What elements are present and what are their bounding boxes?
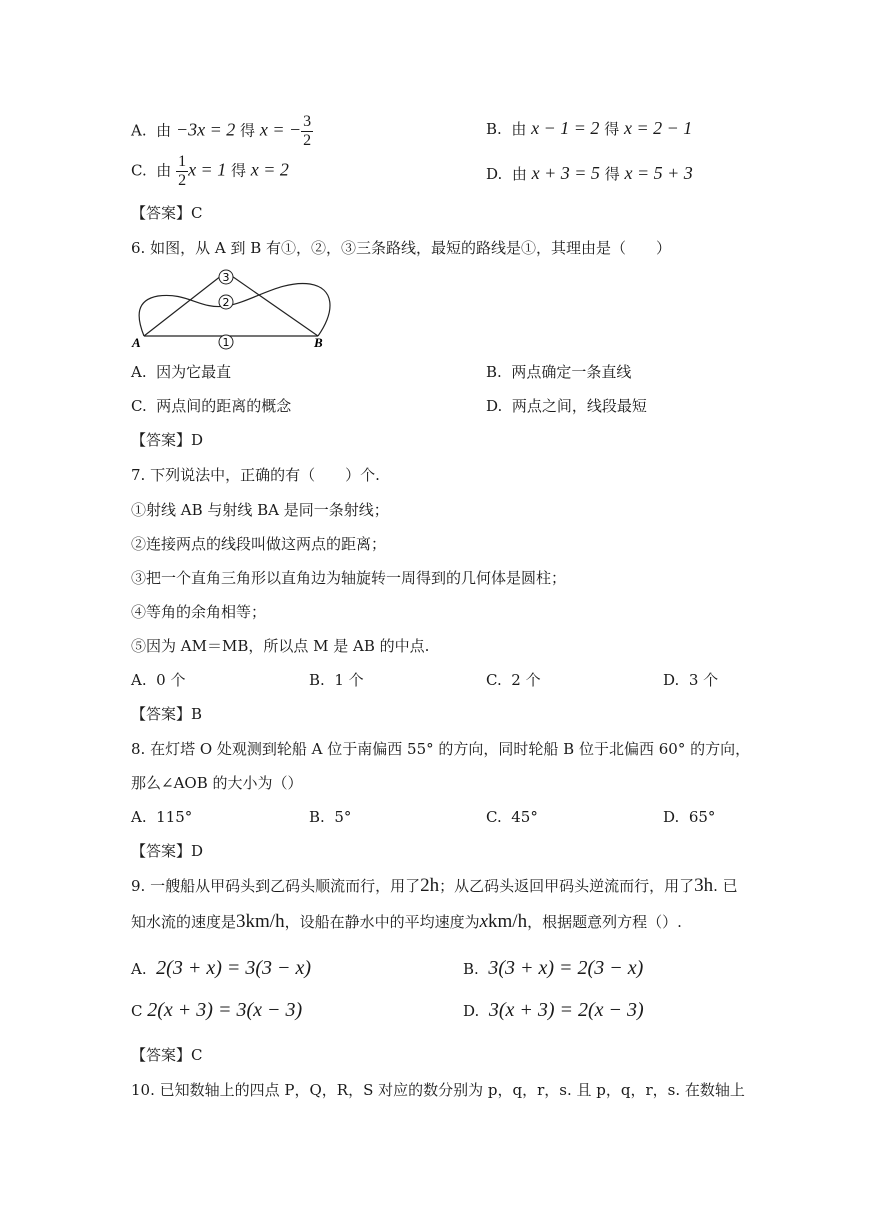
q10-stem: 10. 已知数轴上的四点 P，Q，R，S 对应的数分别为 p，q，r，s. 且 p，q，r，s. 在数轴上 — [131, 1081, 745, 1099]
q7-statement: ④等角的余角相等； — [131, 603, 267, 621]
q9-stem-line-1: 9. 一艘船从甲码头到乙码头顺流而行，用了2h；从乙码头返回甲码头逆流而行，用了3h. 已 — [131, 875, 738, 896]
q5-option-a: A. 由 −3x = 2 得 x = − $\frac{3}{2}$ — [131, 113, 312, 149]
q7-option-b: B. 1 个 — [309, 671, 364, 689]
q7-answer: 【答案】B — [131, 705, 203, 723]
q7-statement: ①射线 AB 与射线 BA 是同一条射线； — [131, 501, 389, 519]
q5-option-c: C. 由 $\frac{1}{2}$ x = 1 得 x = 2 — [131, 153, 289, 189]
q7-statement: ②连接两点的线段叫做这两点的距离； — [131, 535, 387, 553]
q7-option-a: A. 0 个 — [131, 671, 186, 689]
q5-option-b: B. 由 x − 1 = 2 得 x = 2 − 1 — [486, 118, 693, 138]
point-b-label: B — [314, 335, 323, 350]
fraction: $\frac{1}{2}$ — [178, 153, 187, 189]
q5-answer: 【答案】C — [131, 204, 203, 222]
q9-option-a: A. 2(3 + x) = 3(3 − x) — [131, 957, 312, 979]
q6-option-b: B. 两点确定一条直线 — [486, 363, 632, 381]
q6-stem: 6. 如图，从 A 到 B 有①，②，③三条路线，最短的路线是①，其理由是（ ） — [131, 239, 672, 257]
q8-option-a: A. 115° — [131, 808, 193, 826]
route-figure — [130, 266, 340, 356]
q7-option-c: C. 2 个 — [486, 671, 541, 689]
point-a-label: A — [132, 335, 141, 350]
q7-option-d: D. 3 个 — [663, 671, 719, 689]
q8-option-d: D. 65° — [663, 808, 716, 826]
q8-option-c: C. 45° — [486, 808, 538, 826]
q8-stem-line-2: 那么∠AOB 的大小为（） — [131, 774, 303, 792]
q9-option-b: B. 3(3 + x) = 2(3 − x) — [463, 957, 644, 979]
q9-option-c: C 2(x + 3) = 3(x − 3) — [131, 999, 303, 1021]
q7-stem: 7. 下列说法中，正确的有（ ）个. — [131, 466, 380, 484]
route-2-curve — [139, 284, 330, 336]
q6-option-d: D. 两点之间，线段最短 — [486, 397, 647, 415]
q8-option-b: B. 5° — [309, 808, 352, 826]
route-1-label: 1 — [222, 336, 230, 349]
route-3-label: 3 — [222, 271, 230, 284]
route-2-label: 2 — [222, 296, 230, 309]
q6-answer: 【答案】D — [131, 431, 204, 449]
q9-stem-line-2: 知水流的速度是3km/h，设船在静水中的平均速度为xkm/h，根据题意列方程（）. — [131, 911, 682, 932]
q7-statement: ③把一个直角三角形以直角边为轴旋转一周得到的几何体是圆柱； — [131, 569, 567, 587]
q9-answer: 【答案】C — [131, 1046, 203, 1064]
q6-option-c: C. 两点间的距离的概念 — [131, 397, 292, 415]
q7-statement: ⑤因为 AM＝MB，所以点 M 是 AB 的中点. — [131, 637, 430, 655]
q6-option-a: A. 因为它最直 — [131, 363, 232, 381]
fraction: $\frac{3}{2}$ — [303, 113, 312, 149]
q8-answer: 【答案】D — [131, 842, 204, 860]
q5-option-d: D. 由 x + 3 = 5 得 x = 5 + 3 — [486, 163, 693, 183]
q9-option-d: D. 3(x + 3) = 2(x − 3) — [463, 999, 644, 1021]
q8-stem-line-1: 8. 在灯塔 O 处观测到轮船 A 位于南偏西 55° 的方向，同时轮船 B 位于北偏西 60° 的方向， — [131, 740, 751, 758]
